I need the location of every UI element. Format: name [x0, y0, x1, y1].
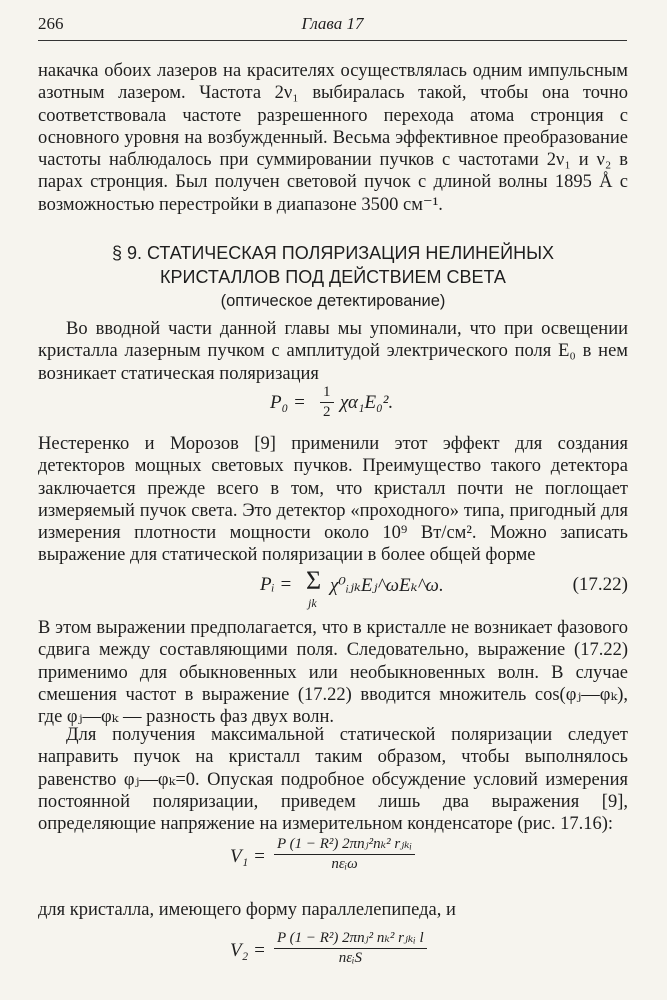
section-title-line-1: § 9. СТАТИЧЕСКАЯ ПОЛЯРИЗАЦИЯ НЕЛИНЕЙНЫХ — [111, 243, 555, 263]
paragraph-4: В этом выражении предполагается, что в кристалле не возникает фазового сдвига между составляющими поля. Следовательно, выражение (17.22) применимо для обыкновенных или необыкновенных волн. В случае смешения частот в выражение (17.22) вводится множитель cos(φⱼ—φₖ), где φⱼ—φₖ — разность фаз двух волн. — [38, 618, 628, 728]
equation-rhs: χ⁰ᵢⱼₖEⱼ^ωEₖ^ω. — [330, 575, 444, 596]
sum-index: jk — [308, 596, 317, 610]
section-subtitle: (оптическое детектирование) — [220, 292, 446, 310]
fraction — [274, 834, 415, 873]
paragraph-5: Для получения максимальной статической поляризации следует направить пучок на кристалл таким образом, чтобы выполнялось равенство φⱼ—φₖ=0. Опуская подробное обсуждение условий измерения постоянной поляризации, приведем лишь два выражения [9], определяющие напряжение на измерительном конденсаторе (рис. 17.16): — [38, 725, 628, 835]
fraction-numerator: 1 — [320, 384, 334, 403]
page-number: 266 — [38, 14, 64, 33]
header-rule — [38, 40, 627, 41]
paragraph-3: Нестеренко и Морозов [9] применили этот эффект для создания детекторов мощных световых пучков. Преимущество такого детектора заключается прежде всего в том, что кристалл почти не поглощает измеряемый пучок света. Это детектор «проходного» типа, пригодный для измерения плотности мощности около 10⁹ Вт/см². Можно записать выражение для статической поляризации в более общей форме — [38, 434, 628, 566]
equation-lhs: V₁ = — [230, 846, 266, 867]
fraction-denominator: 2 — [323, 404, 331, 420]
fraction-numerator: P (1 − R²) 2πnⱼ² nₖ² rⱼₖᵢ l — [274, 928, 427, 949]
equation-lhs: V₂ = — [230, 940, 266, 961]
paragraph-6: для кристалла, имеющего форму параллелепипеда, и — [38, 900, 456, 920]
fraction — [320, 384, 334, 421]
fraction-denominator: nεᵢS — [338, 950, 362, 966]
fraction — [274, 928, 427, 967]
running-title: Глава 17 — [301, 14, 364, 33]
page-header — [38, 14, 627, 38]
equation-lhs: P₀ = — [270, 392, 306, 413]
paragraph-1: накачка обоих лазеров на красителях осуществлялась одним импульсным азотным лазером. Частота 2ν₁ выбиралась такой, чтобы она точно соответствовала частоте разрешенного перехода атома стронция с основного уровня на возбужденный. Весьма эффективное преобразование частоты наблюдалось при суммировании пучков с частотами 2ν₁ и ν₂ в парах стронция. Был получен световой пучок с длиной волны 1895 Å с возможностью перестройки в диапазоне 3500 см⁻¹. — [38, 61, 628, 215]
fraction-denominator: nεᵢω — [331, 856, 358, 872]
section-title-line-2: КРИСТАЛЛОВ ПОД ДЕЙСТВИЕМ СВЕТА — [160, 267, 506, 287]
equation-rhs: χα₁E₀². — [340, 392, 394, 413]
equation-number: (17.22) — [572, 574, 628, 595]
paragraph-2: Во вводной части данной главы мы упоминали, что при освещении кристалла лазерным пучком с амплитудой электрического поля E₀ в нем возникает статическая поляризация — [38, 319, 628, 384]
sum-symbol: Σ — [306, 566, 322, 595]
equation-lhs: Pᵢ = — [260, 574, 293, 595]
fraction-numerator: P (1 − R²) 2πnⱼ²nₖ² rⱼₖᵢ — [274, 834, 415, 855]
section-heading — [38, 241, 628, 313]
